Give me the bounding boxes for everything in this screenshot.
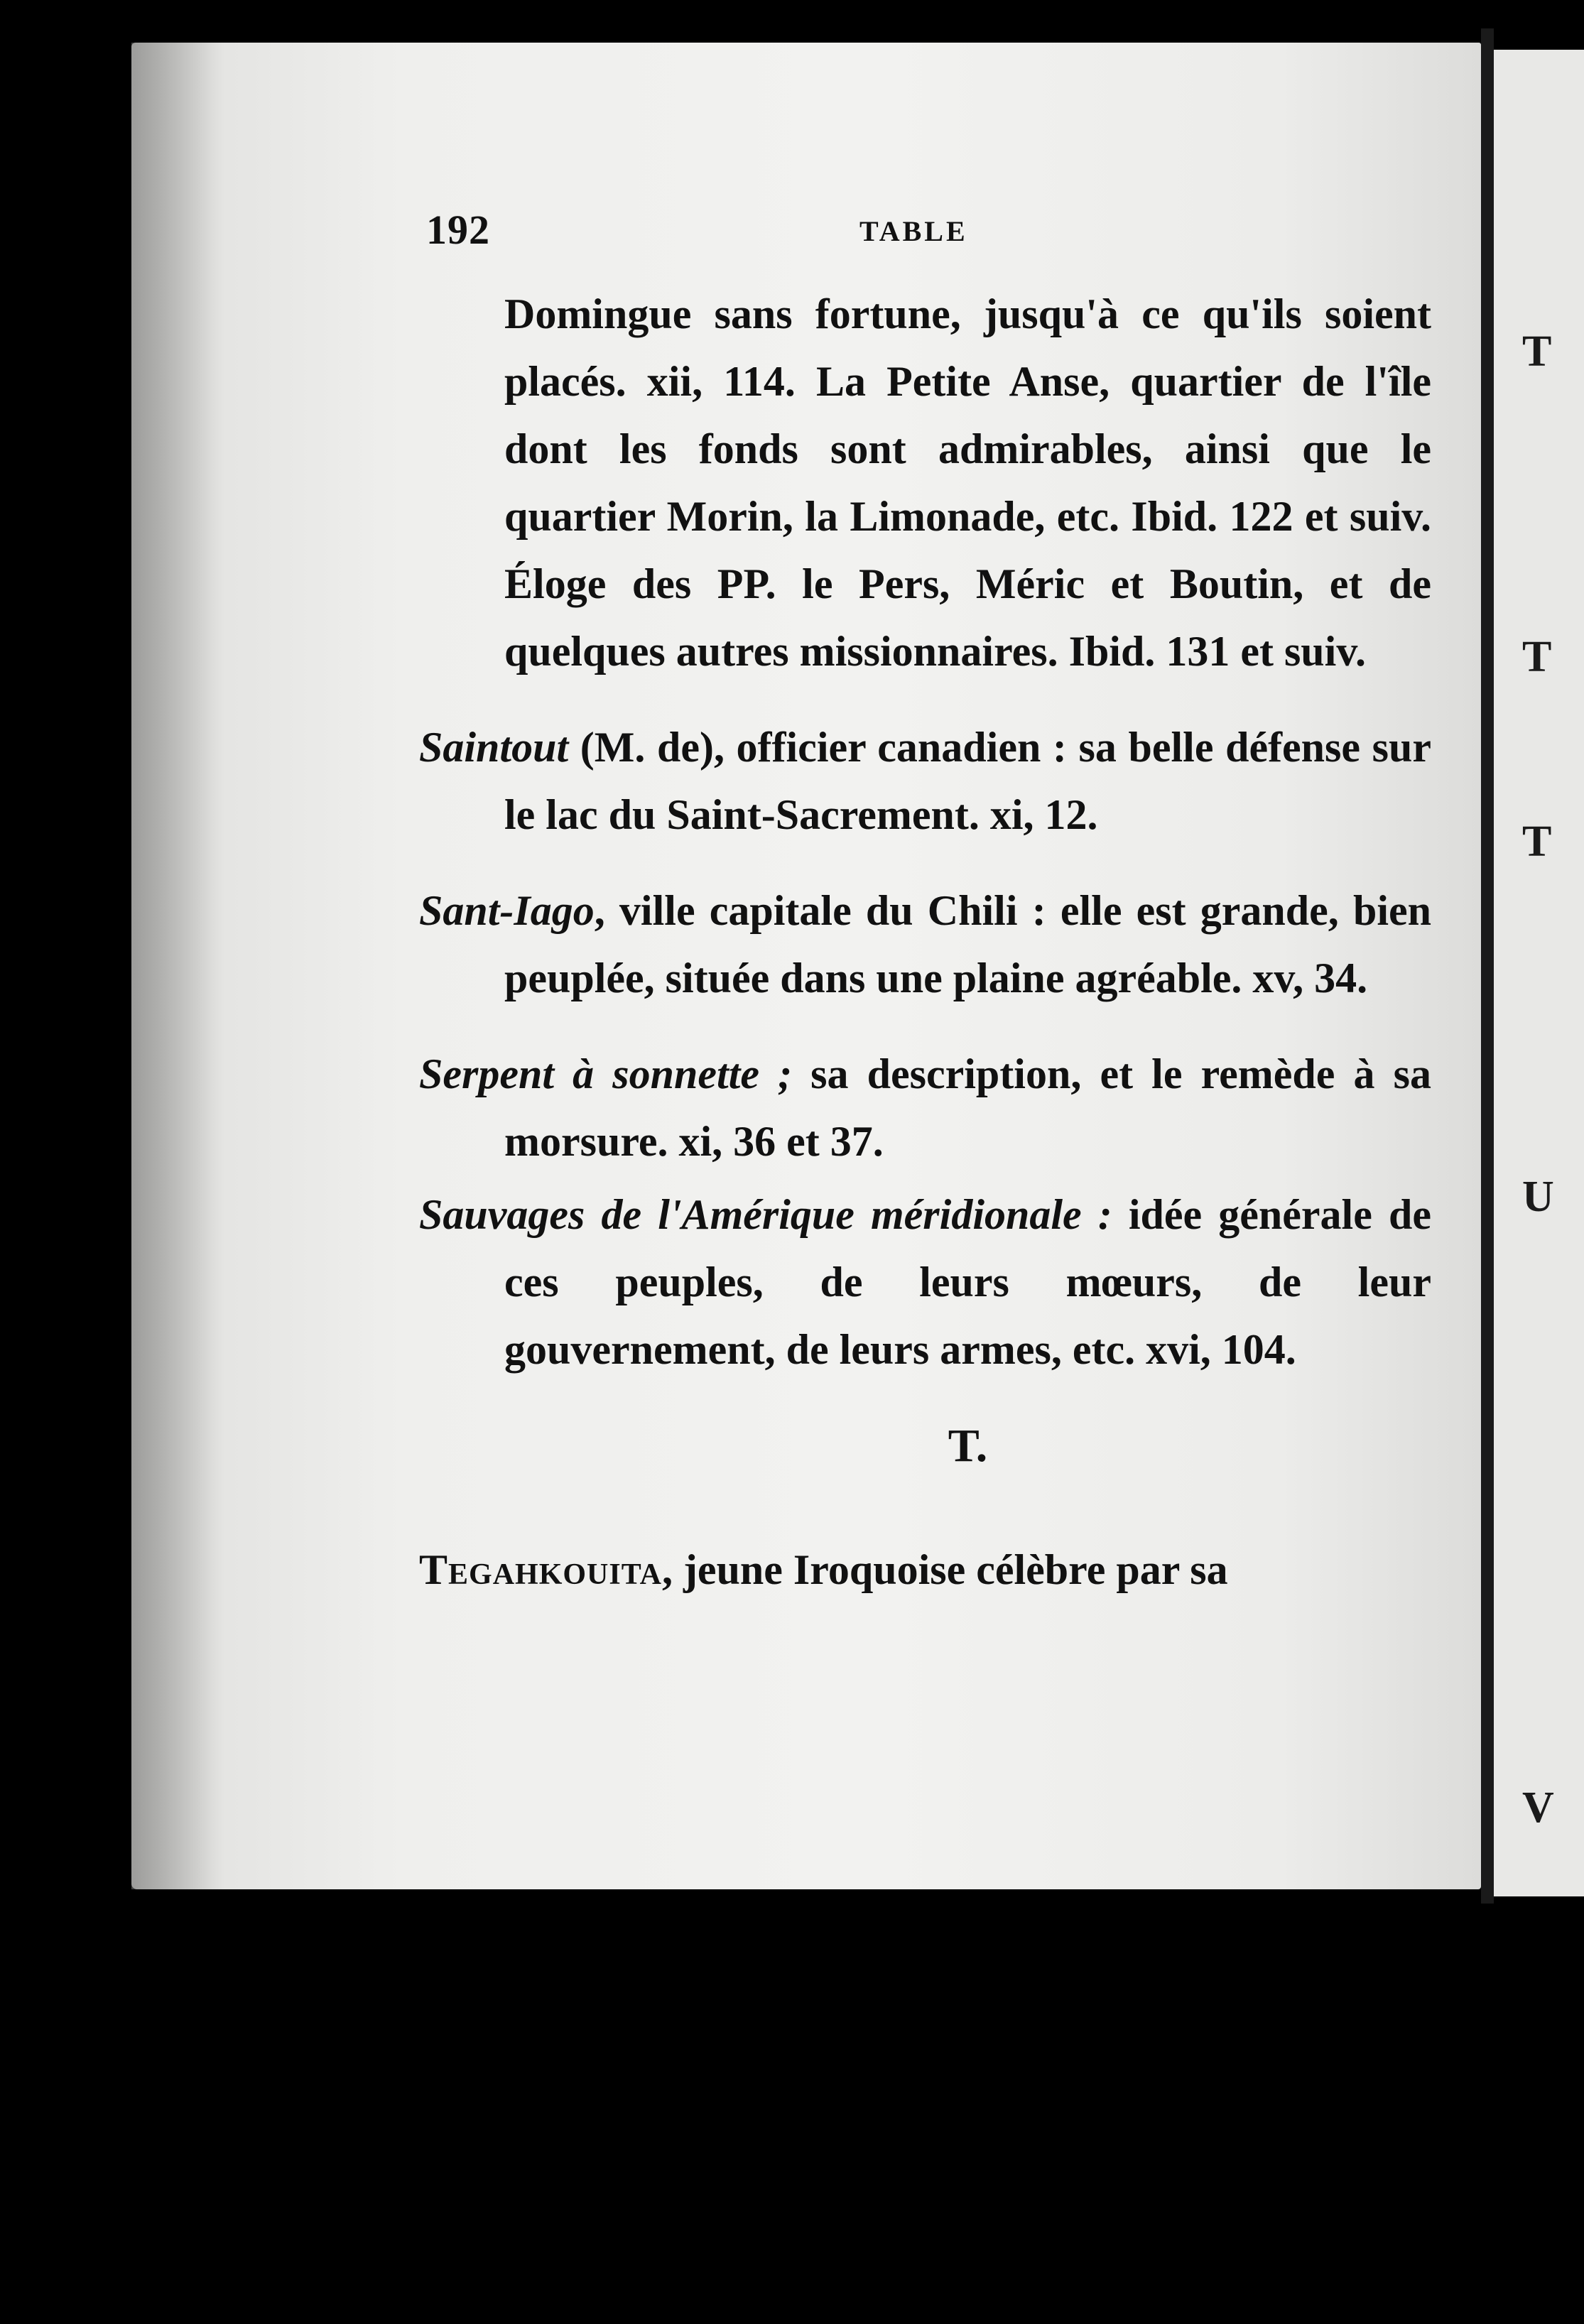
- entry-term: Serpent à sonnette ;: [419, 1050, 793, 1097]
- page-gutter: [1481, 28, 1494, 1904]
- index-entry: [419, 714, 1431, 849]
- entry-text: idée générale de ces peuples, de leurs mœurs, de leur gouvernement, de leurs armes, etc. xvi, 104.: [504, 1191, 1431, 1373]
- adjacent-letter: V: [1522, 1783, 1554, 1832]
- page-header: [426, 206, 1435, 270]
- entry-term: Tegahkouita: [419, 1546, 662, 1593]
- index-entry: [419, 281, 1431, 685]
- index-entry: [419, 1181, 1431, 1384]
- adjacent-letter: T: [1522, 327, 1552, 376]
- index-entries: [419, 281, 1431, 1632]
- entry-text: Domingue sans fortune, jusqu'à ce qu'ils soient placés. xii, 114. La Petite Anse, quartier de l'île dont les fonds sont admirables, ainsi que le quartier Morin, la Limonade, etc. Ibid. 122 et suiv. Éloge des PP. le Pers, Méric et Boutin, et de quelques autres missionnaires. Ibid. 131 et suiv.: [504, 290, 1431, 675]
- section-letter: T.: [948, 1420, 988, 1472]
- entry-text: , jeune Iroquoise célèbre par sa: [661, 1546, 1228, 1593]
- entry-term: Sauvages de l'Amérique méridionale :: [419, 1191, 1112, 1238]
- adjacent-page-fragment: [1494, 50, 1584, 1896]
- entry-term: Saintout: [419, 724, 569, 771]
- page-number: 192: [426, 207, 490, 253]
- adjacent-letter: T: [1522, 818, 1552, 866]
- index-entry: [419, 877, 1431, 1012]
- index-entry: [419, 1536, 1431, 1604]
- entry-text: (M. de), officier canadien : sa belle défense sur le lac du Saint-Sacrement. xi, 12.: [504, 724, 1431, 838]
- index-entry: [419, 1041, 1431, 1175]
- entry-term: Sant-Iago: [419, 887, 595, 934]
- entry-text: , ville capitale du Chili : elle est grande, bien peuplée, située dans une plaine agréable. xv, 34.: [504, 887, 1431, 1001]
- adjacent-letter: U: [1522, 1173, 1554, 1221]
- entry-text: sa description, et le remède à sa morsure. xi, 36 et 37.: [504, 1050, 1431, 1165]
- running-title: TABLE: [859, 215, 968, 247]
- page-edge-shadow: [131, 43, 224, 1889]
- adjacent-letter: T: [1522, 633, 1552, 681]
